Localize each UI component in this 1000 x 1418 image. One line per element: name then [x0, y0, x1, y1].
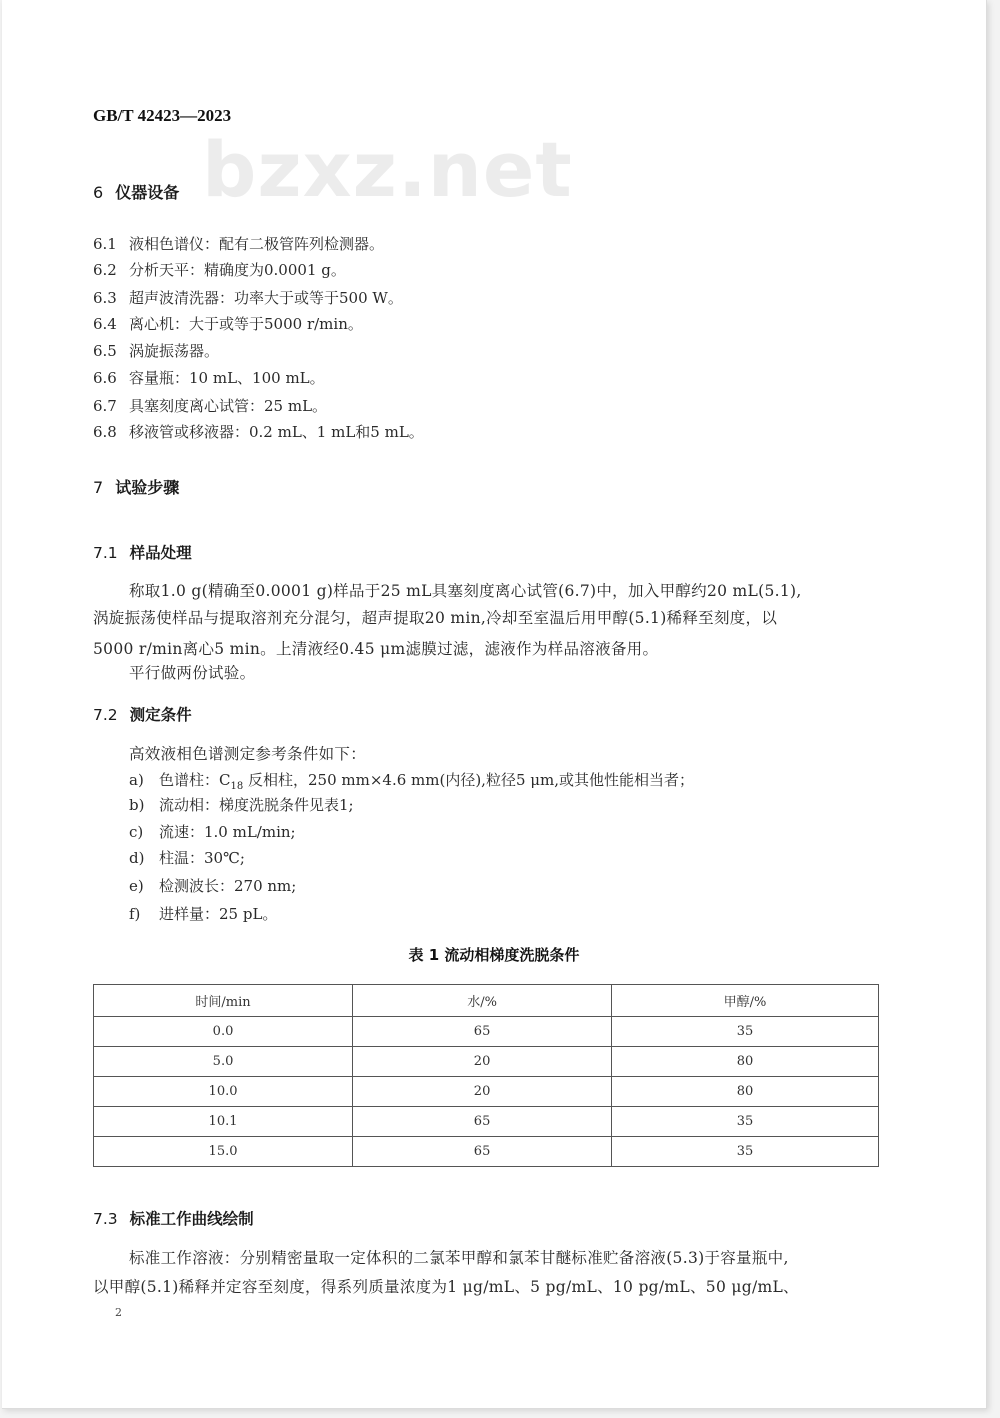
- table-cell: 35: [612, 1137, 879, 1167]
- item-key: b): [129, 796, 145, 814]
- section-number: 7: [93, 478, 104, 497]
- item-text: 流动相：梯度洗脱条件见表1;: [159, 796, 354, 814]
- item-key: f): [129, 905, 141, 923]
- section-number: 6: [93, 183, 104, 202]
- table-row: [94, 1107, 879, 1137]
- table-header-row: [94, 985, 879, 1017]
- table-row: [94, 1017, 879, 1047]
- item-number: 6.7: [93, 397, 117, 415]
- watermark-text: bzxz.net: [202, 125, 573, 214]
- list-item: [93, 313, 363, 334]
- item-number: 6.6: [93, 369, 117, 387]
- condition-item: [129, 903, 277, 924]
- condition-item: [129, 821, 296, 842]
- table-row: [94, 1047, 879, 1077]
- list-item: [93, 233, 384, 254]
- condition-item: [129, 875, 296, 896]
- paragraph-line: 平行做两份试验。: [129, 664, 256, 682]
- table-cell: 35: [612, 1107, 879, 1137]
- paragraph-line: 高效液相色谱测定参考条件如下：: [129, 745, 367, 763]
- subsection-number: 7.1: [93, 544, 118, 562]
- item-number: 6.3: [93, 289, 117, 307]
- paragraph-line: 标准工作溶液：分别精密量取一定体积的二氯苯甲醇和氯苯甘醚标准贮备溶液(5.3)于容量瓶中,: [129, 1249, 789, 1267]
- section-title: 仪器设备: [115, 183, 180, 202]
- table-row: [94, 1137, 879, 1167]
- item-text: 反相柱，250 mm×4.6 mm(内径),粒径5 μm,或其他性能相当者；: [243, 771, 694, 789]
- table-cell: 10.1: [94, 1107, 353, 1137]
- list-item: [93, 421, 424, 442]
- paragraph-line: 以甲醇(5.1)稀释并定容至刻度，得系列质量浓度为1 μg/mL、5 pg/mL、10 pg/mL、50 μg/mL、: [93, 1278, 799, 1296]
- subsection-title: 标准工作曲线绘制: [129, 1210, 254, 1228]
- subsection-number: 7.2: [93, 706, 118, 724]
- section-title: 试验步骤: [115, 478, 180, 497]
- section-6-heading: [93, 180, 179, 203]
- standard-code: GB/T 42423—2023: [93, 106, 232, 125]
- item-text: 具塞刻度离心试管：25 mL。: [129, 397, 328, 415]
- table-cell: 35: [612, 1017, 879, 1047]
- list-item: [93, 287, 403, 308]
- item-text: 液相色谱仪：配有二极管阵列检测器。: [129, 235, 385, 253]
- column-header: 甲醇/%: [612, 985, 879, 1017]
- table-row: [94, 1077, 879, 1107]
- table-cell: 0.0: [94, 1017, 353, 1047]
- table-cell: 65: [353, 1107, 612, 1137]
- item-text: 检测波长：270 nm;: [159, 877, 297, 895]
- condition-item: [129, 769, 694, 792]
- column-header: 时间/min: [94, 985, 353, 1017]
- item-key: c): [129, 823, 144, 841]
- list-item: [93, 367, 325, 388]
- gradient-table: [93, 984, 879, 1167]
- item-number: 6.8: [93, 423, 117, 441]
- table-cell: 20: [353, 1077, 612, 1107]
- table-cell: 5.0: [94, 1047, 353, 1077]
- table-cell: 10.0: [94, 1077, 353, 1107]
- item-text: 涡旋振荡器。: [129, 342, 220, 360]
- condition-item: [129, 794, 354, 815]
- item-number: 6.5: [93, 342, 117, 360]
- table-cell: 20: [353, 1047, 612, 1077]
- item-number: 6.4: [93, 315, 117, 333]
- condition-item: [129, 847, 245, 868]
- item-text: 离心机：大于或等于5000 r/min。: [129, 315, 363, 333]
- list-item: [93, 259, 346, 280]
- paragraph-line: 5000 r/min离心5 min。上清液经0.45 μm滤膜过滤，滤液作为样品溶液备用。: [93, 640, 659, 658]
- item-number: 6.2: [93, 261, 117, 279]
- item-text: 超声波清洗器：功率大于或等于500 W。: [129, 289, 403, 307]
- paragraph-line: 涡旋振荡使样品与提取溶剂充分混匀，超声提取20 min,冷却至室温后用甲醇(5.1)稀释至刻度，以: [93, 609, 778, 627]
- item-text: 流速：1.0 mL/min;: [159, 823, 296, 841]
- table-cell: 80: [612, 1047, 879, 1077]
- paragraph-line: 称取1.0 g(精确至0.0001 g)样品于25 mL具塞刻度离心试管(6.7)中，加入甲醇约20 mL(5.1),: [129, 582, 802, 600]
- section-7-heading: [93, 475, 179, 498]
- item-key: d): [129, 849, 145, 867]
- item-text: 柱温：30℃;: [159, 849, 245, 867]
- table-cell: 65: [353, 1017, 612, 1047]
- column-header: 水/%: [353, 985, 612, 1017]
- table-cell: 15.0: [94, 1137, 353, 1167]
- table-cell: 80: [612, 1077, 879, 1107]
- list-item: [93, 395, 327, 416]
- list-item: [93, 340, 219, 361]
- item-text: 色谱柱：C: [159, 771, 231, 789]
- item-key: e): [129, 877, 144, 895]
- subsection-title: 测定条件: [129, 706, 192, 724]
- item-text: 容量瓶：10 mL、100 mL。: [129, 369, 325, 387]
- item-text: 分析天平：精确度为0.0001 g。: [129, 261, 346, 279]
- subscript: 18: [230, 781, 244, 792]
- page-number: 2: [115, 1306, 122, 1319]
- subsection-7-3-heading: [93, 1207, 254, 1229]
- subsection-number: 7.3: [93, 1210, 118, 1228]
- subsection-title: 样品处理: [129, 544, 192, 562]
- item-number: 6.1: [93, 235, 117, 253]
- item-text: 进样量：25 pL。: [159, 905, 278, 923]
- table-caption: 表 1 流动相梯度洗脱条件: [408, 946, 580, 964]
- item-text: 移液管或移液器：0.2 mL、1 mL和5 mL。: [129, 423, 424, 441]
- subsection-7-1-heading: [93, 541, 192, 563]
- table-cell: 65: [353, 1137, 612, 1167]
- document-page: [2, 0, 987, 1409]
- subsection-7-2-heading: [93, 703, 192, 725]
- item-key: a): [129, 771, 144, 789]
